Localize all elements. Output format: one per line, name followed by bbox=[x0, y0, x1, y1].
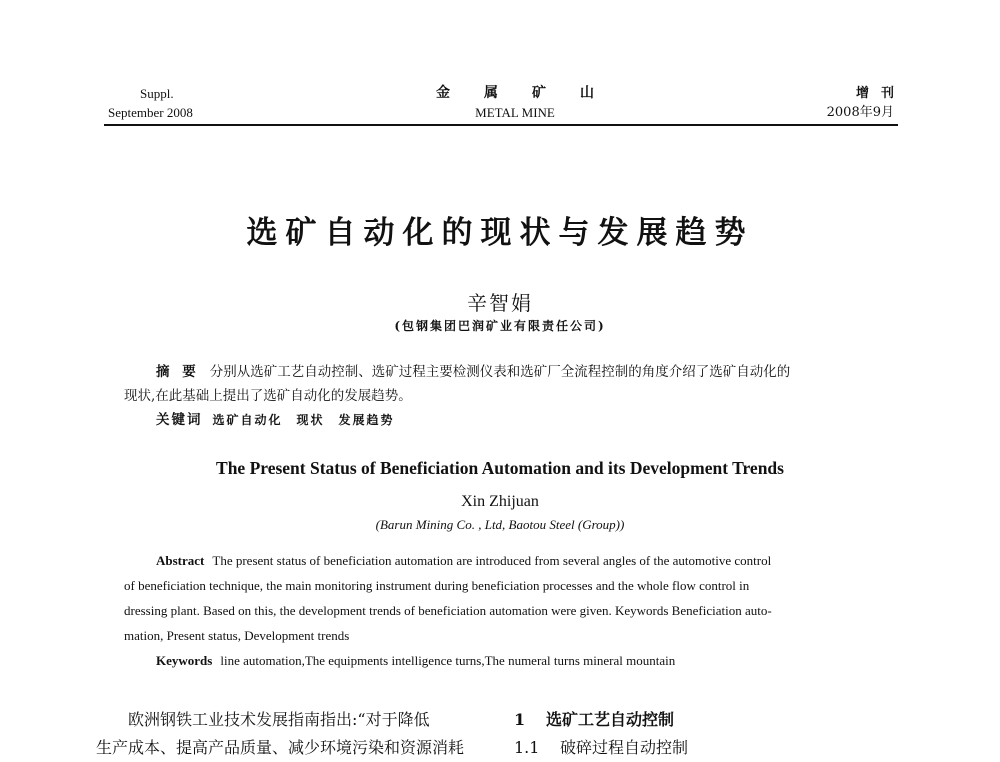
abstract-cn bbox=[124, 360, 880, 432]
supplement-label-cn: 增刊 bbox=[855, 86, 906, 101]
abstract-en-line-4: mation, Present status, Development trends bbox=[124, 628, 350, 643]
author-affiliation-en: (Barun Mining Co. , Ltd, Baotou Steel (Group)) bbox=[375, 517, 625, 532]
issue-date-en: September 2008 bbox=[108, 105, 193, 120]
journal-name-en: METAL MINE bbox=[475, 105, 555, 120]
keywords-en bbox=[124, 648, 876, 673]
running-header-center bbox=[420, 84, 628, 122]
section-number: 1 bbox=[514, 710, 526, 729]
running-header-left bbox=[108, 84, 193, 122]
subsection-title: 破碎过程自动控制 bbox=[560, 738, 689, 757]
abstract-cn-line-2: 现状,在此基础上提出了选矿自动化的发展趋势。 bbox=[124, 388, 412, 404]
section-heading-1 bbox=[514, 706, 894, 734]
abstract-en-line-3: dressing plant. Based on this, the development trends of beneficiation automation were given. Keywords Beneficiation auto- bbox=[124, 603, 772, 618]
section-title: 选矿工艺自动控制 bbox=[546, 710, 675, 729]
body-column-right bbox=[514, 706, 894, 762]
author-affiliation: (包钢集团巴润矿业有限责任公司) bbox=[394, 319, 606, 333]
subsection-number: 1.1 bbox=[514, 738, 540, 757]
abstract-cn-label: 摘 要 bbox=[156, 364, 200, 380]
abstract-en-text-1: The present status of beneficiation automation are introduced from several angles of the automotive control bbox=[212, 553, 772, 568]
header-rule bbox=[104, 124, 898, 126]
running-header-right bbox=[826, 84, 906, 122]
section-heading-1-1 bbox=[514, 734, 894, 762]
abstract-en-line-2: of beneficiation technique, the main monitoring instrument during beneficiation processes and the whole flow control in bbox=[124, 578, 750, 593]
issue-date-cn: 2008年9月 bbox=[826, 105, 894, 120]
paper-title: 选矿自动化的现状与发展趋势 bbox=[246, 215, 754, 251]
author-name-en: Xin Zhijuan bbox=[461, 493, 539, 510]
keyword-cn: 发展趋势 bbox=[338, 413, 395, 427]
abstract-cn-line-1 bbox=[124, 360, 880, 384]
keywords-cn-label: 关键词 bbox=[156, 412, 203, 428]
author-name: 辛智娟 bbox=[467, 291, 533, 315]
keywords-en-label: Keywords bbox=[156, 653, 213, 668]
paper-title-en: The Present Status of Beneficiation Automation and its Development Trends bbox=[216, 458, 784, 478]
keyword-cn: 现状 bbox=[296, 413, 325, 427]
keywords-en-text: line automation,The equipments intelligence turns,The numeral turns mineral mountain bbox=[220, 653, 676, 668]
abstract-en-label: Abstract bbox=[156, 553, 205, 568]
keyword-cn: 选矿自动化 bbox=[212, 413, 283, 427]
supplement-label: Suppl. bbox=[140, 86, 174, 101]
abstract-cn-text-1: 分别从选矿工艺自动控制、选矿过程主要检测仪表和选矿厂全流程控制的角度介绍了选矿自动化的 bbox=[209, 364, 791, 380]
body-text-line-1: 欧洲钢铁工业技术发展指南指出:“对于降低 bbox=[128, 710, 430, 729]
keywords-cn bbox=[124, 408, 880, 432]
body-column-left bbox=[96, 706, 496, 762]
abstract-en bbox=[124, 548, 876, 673]
body-text-line-2: 生产成本、提高产品质量、减少环境污染和资源消耗 bbox=[96, 738, 465, 757]
abstract-en-line-1 bbox=[124, 548, 876, 573]
journal-name-cn: 金属矿山 bbox=[436, 85, 628, 101]
